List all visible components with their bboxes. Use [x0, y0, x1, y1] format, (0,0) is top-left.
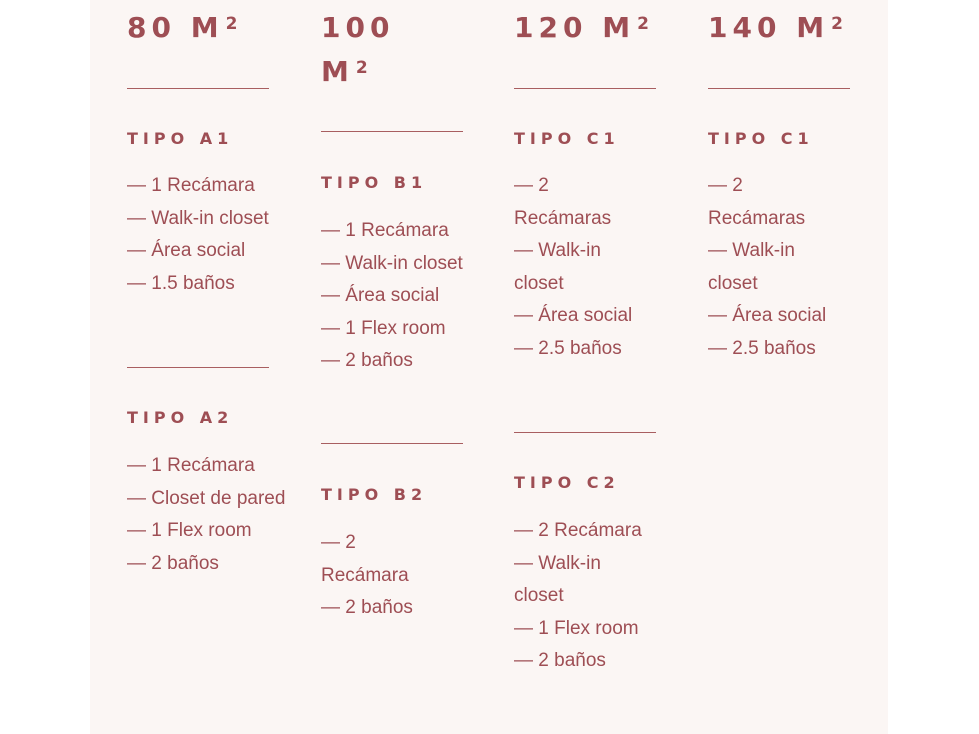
feature-list: [514, 170, 644, 366]
list-item: — 1 Flex room: [514, 617, 639, 639]
list-item: — Walk-in closet: [708, 240, 795, 294]
list-item: — 2.5 baños: [708, 337, 816, 359]
list-item: — 2 Recámaras: [514, 175, 612, 229]
feature-list: [127, 450, 287, 580]
list-item: — 1 Recámara: [321, 220, 449, 241]
divider: [708, 88, 850, 89]
size-heading: 80 M $^2$: [127, 11, 238, 44]
list-item: — 2 baños: [321, 350, 413, 372]
list-item: — 1 Recámara: [127, 175, 255, 196]
divider: [321, 131, 463, 132]
feature-list: [514, 515, 644, 678]
divider: [127, 88, 269, 89]
type-title: TIPO C2: [514, 473, 620, 492]
list-item: — 2.5 baños: [514, 337, 622, 359]
list-item: — Walk-in closet: [514, 552, 601, 607]
divider: [514, 432, 656, 433]
list-item: — Área social: [321, 285, 440, 307]
list-item: — Área social: [708, 305, 827, 327]
type-title: TIPO C1: [514, 129, 620, 148]
list-item: — 2 Recámaras: [708, 175, 806, 229]
size-heading: 100 M $^2$: [321, 11, 395, 88]
feature-list: [321, 215, 481, 378]
divider: [514, 88, 656, 89]
type-title: TIPO B2: [321, 485, 428, 504]
list-item: — 1.5 baños: [127, 272, 235, 294]
list-item: — Área social: [127, 240, 246, 262]
list-item: — Walk-in closet: [514, 240, 601, 294]
list-item: — Área social: [514, 305, 633, 327]
feature-list: [321, 527, 431, 625]
list-item: — Closet de pared: [127, 487, 286, 509]
divider: [321, 443, 463, 444]
list-item: — 2 Recámara: [514, 520, 642, 541]
divider: [127, 367, 269, 368]
size-heading: 120 M $^2$: [514, 11, 649, 44]
size-heading: 140 M $^2$: [708, 11, 843, 44]
list-item: — 2 baños: [514, 650, 606, 672]
type-title: TIPO A1: [127, 129, 234, 148]
list-item: — 1 Flex room: [127, 520, 252, 542]
list-item: — 2 baños: [127, 552, 219, 574]
feature-list: [127, 170, 287, 300]
list-item: — 1 Recámara: [127, 455, 255, 476]
list-item: — Walk-in closet: [127, 207, 269, 229]
type-title: TIPO A2: [127, 408, 234, 427]
list-item: — 1 Flex room: [321, 317, 446, 339]
list-item: — Walk-in closet: [321, 252, 463, 274]
feature-list: [708, 170, 838, 366]
floorplan-panel: [90, 0, 888, 734]
list-item: — 2 baños: [321, 597, 413, 619]
type-title: TIPO B1: [321, 173, 428, 192]
list-item: — 2 Recámara: [321, 532, 409, 586]
type-title: TIPO C1: [708, 129, 814, 148]
